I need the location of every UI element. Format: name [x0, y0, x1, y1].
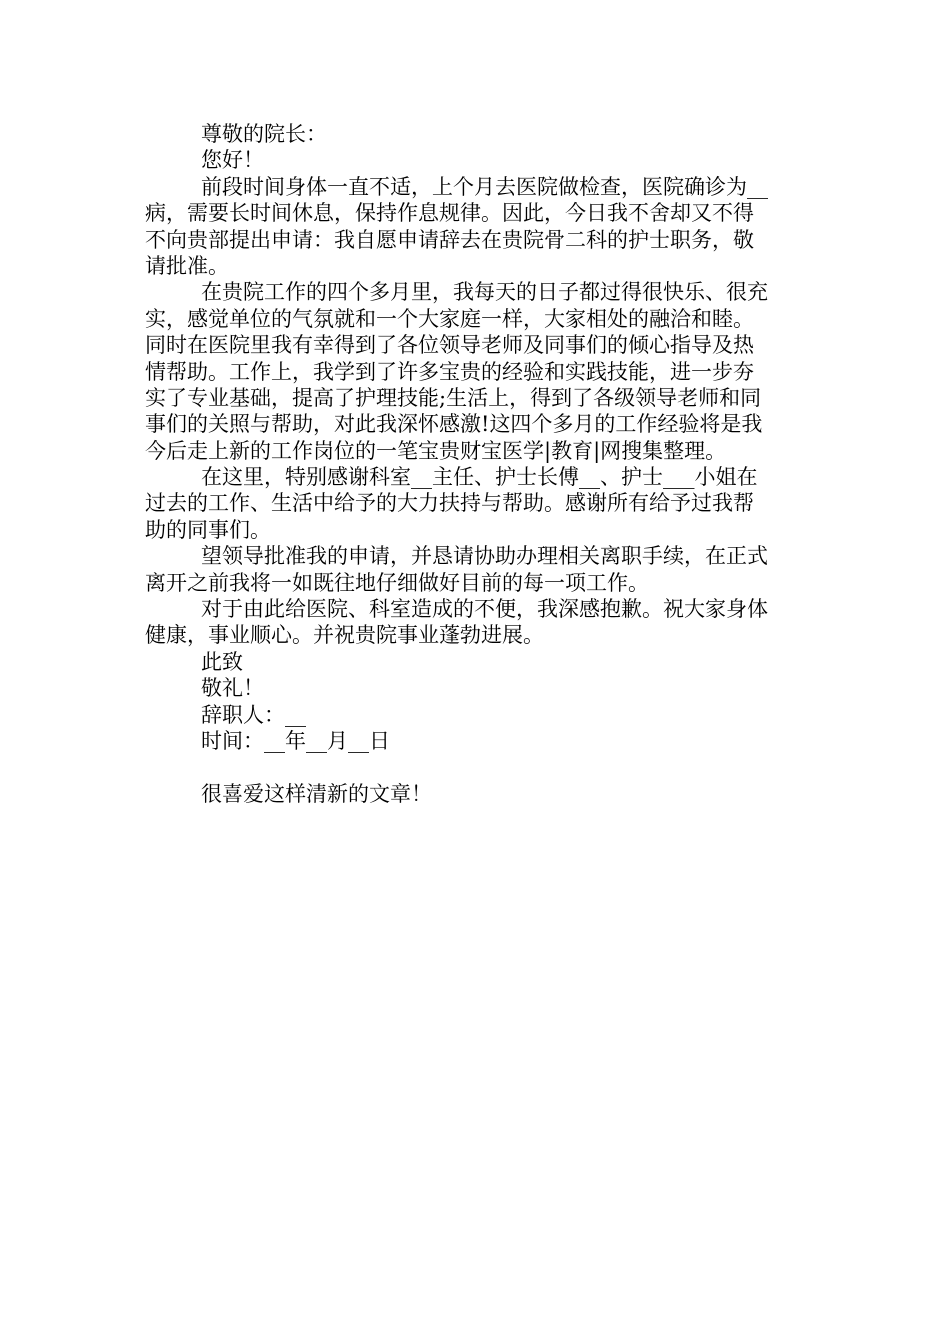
salutation: 尊敬的院长：: [201, 122, 327, 146]
paragraph-4-line-2: 离开之前我将一如既往地仔细做好目前的每一项工作。: [145, 570, 649, 595]
paragraph-1-line-1: 前段时间身体一直不适，上个月去医院做检查，医院确诊为__: [201, 174, 768, 199]
paragraph-2-line-6: 事们的关照与帮助，对此我深怀感激!这四个多月的工作经验将是我: [145, 412, 763, 437]
blank-line: [145, 754, 807, 780]
paragraph-1-line-3: 不向贵部提出申请：我自愿申请辞去在贵院骨二科的护士职务，敬: [145, 227, 754, 252]
paragraph-4-line-1: 望领导批准我的申请，并恳请协助办理相关离职手续，在正式: [201, 544, 768, 569]
paragraph-2-line-1: 在贵院工作的四个多月里，我每天的日子都过得很快乐、很充: [201, 280, 768, 305]
paragraph-5-line-1: 对于由此给医院、科室造成的不便，我深感抱歉。祝大家身体: [201, 597, 768, 622]
paragraph-3-line-2: 过去的工作、生活中给予的大力扶持与帮助。感谢所有给予过我帮: [145, 491, 754, 516]
paragraph-2-line-7: 今后走上新的工作岗位的一笔宝贵财宝医学|教育|网搜集整理。: [145, 438, 727, 463]
paragraph-2-line-4: 情帮助。工作上，我学到了许多宝贵的经验和实践技能，进一步夯: [145, 359, 754, 384]
closing-line-2: 敬礼！: [201, 676, 264, 701]
paragraph-1-line-4: 请批准。: [145, 253, 229, 278]
closing-line-1: 此致: [201, 649, 243, 674]
paragraph-3-line-3: 助的同事们。: [145, 517, 271, 542]
paragraph-2-line-3: 同时在医院里我有幸得到了各位领导老师及同事们的倾心指导及热: [145, 333, 754, 358]
paragraph-3-line-1: 在这里，特别感谢科室__主任、护士长傅__、护士___小姐在: [201, 465, 758, 490]
date-line: 时间：__年__月__日: [201, 728, 390, 753]
signer-line: 辞职人：__: [201, 702, 306, 727]
greeting: 您好！: [201, 148, 264, 173]
paragraph-5-line-2: 健康，事业顺心。并祝贵院事业蓬勃进展。: [145, 623, 544, 648]
paragraph-2-line-2: 实，感觉单位的气氛就和一个大家庭一样，大家相处的融洽和睦。: [145, 306, 754, 331]
paragraph-1-line-2: 病，需要长时间休息，保持作息规律。因此，今日我不舍却又不得: [145, 201, 754, 226]
letter-body: [145, 121, 807, 807]
footer-note: 很喜爱这样清新的文章！: [201, 781, 432, 806]
paragraph-2-line-5: 实了专业基础，提高了护理技能;生活上，得到了各级领导老师和同: [145, 385, 762, 410]
